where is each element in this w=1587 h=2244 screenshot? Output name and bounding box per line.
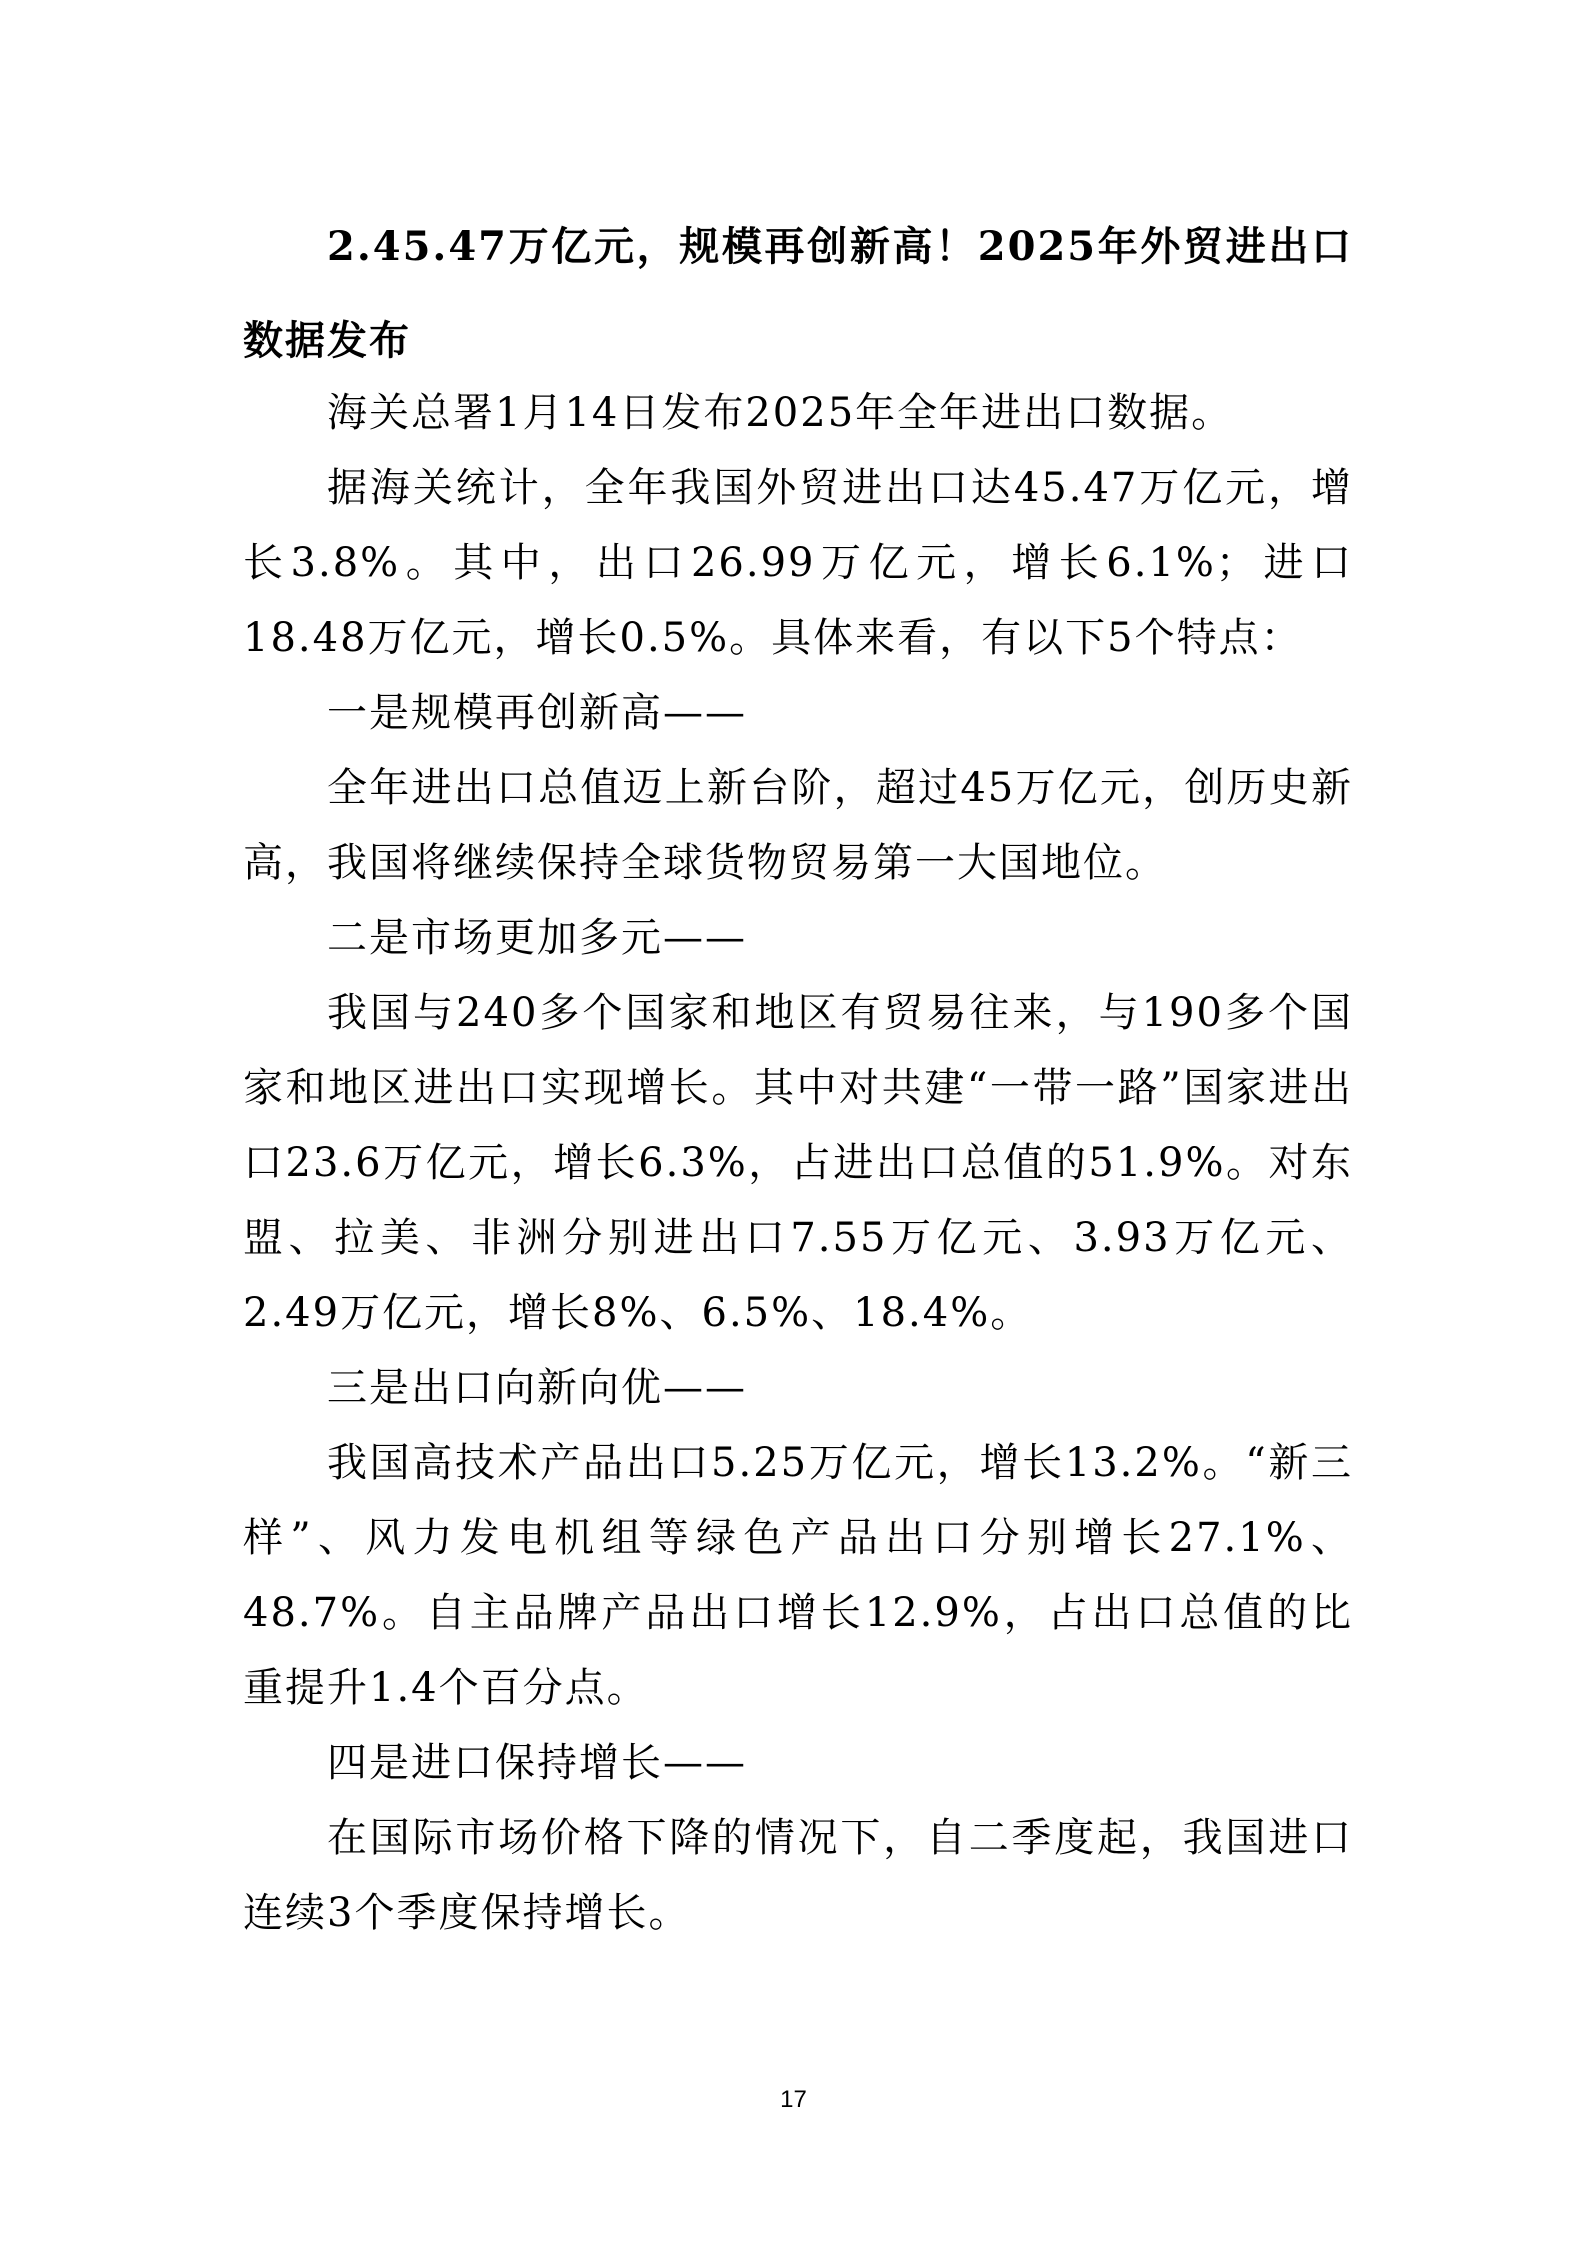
paragraph-exports: 我国高技术产品出口5.25万亿元，增长13.2%。“新三样”、风力发电机组等绿色产品出口分别增长27.1%、48.7%。自主品牌产品出口增长12.9%，占出口总值的比重提升1.4个百分点。: [243, 1440, 1353, 1711]
paragraph-imports: 在国际市场价格下降的情况下，自二季度起，我国进口连续3个季度保持增长。: [243, 1815, 1353, 1936]
paragraph-markets: 我国与240多个国家和地区有贸易往来，与190多个国家和地区进出口实现增长。其中对共建“一带一路”国家进出口23.6万亿元，增长6.3%，占进出口总值的51.9%。对东盟、拉美、非洲分别进出口7.55万亿元、3.93万亿元、2.49万亿元，增长8%、6.5%、18.4%。: [243, 990, 1353, 1336]
section-heading-imports: 四是进口保持增长——: [327, 1740, 747, 1786]
section-heading-markets: 二是市场更加多元——: [327, 915, 747, 961]
paragraph-intro: 海关总署1月14日发布2025年全年进出口数据。: [327, 390, 1234, 436]
paragraph-overview: 据海关统计，全年我国外贸进出口达45.47万亿元，增长3.8%。其中，出口26.99万亿元，增长6.1%；进口18.48万亿元，增长0.5%。具体来看，有以下5个特点：: [243, 465, 1353, 661]
paragraph-scale: 全年进出口总值迈上新台阶，超过45万亿元，创历史新高，我国将继续保持全球货物贸易第一大国地位。: [243, 765, 1353, 886]
section-heading-scale: 一是规模再创新高——: [327, 690, 747, 736]
page-number: 17: [780, 2086, 807, 2113]
document-body: [243, 200, 1353, 1951]
article-title: 2.45.47万亿元，规模再创新高！2025年外贸进出口数据发布: [243, 223, 1353, 364]
section-heading-exports: 三是出口向新向优——: [327, 1365, 747, 1411]
